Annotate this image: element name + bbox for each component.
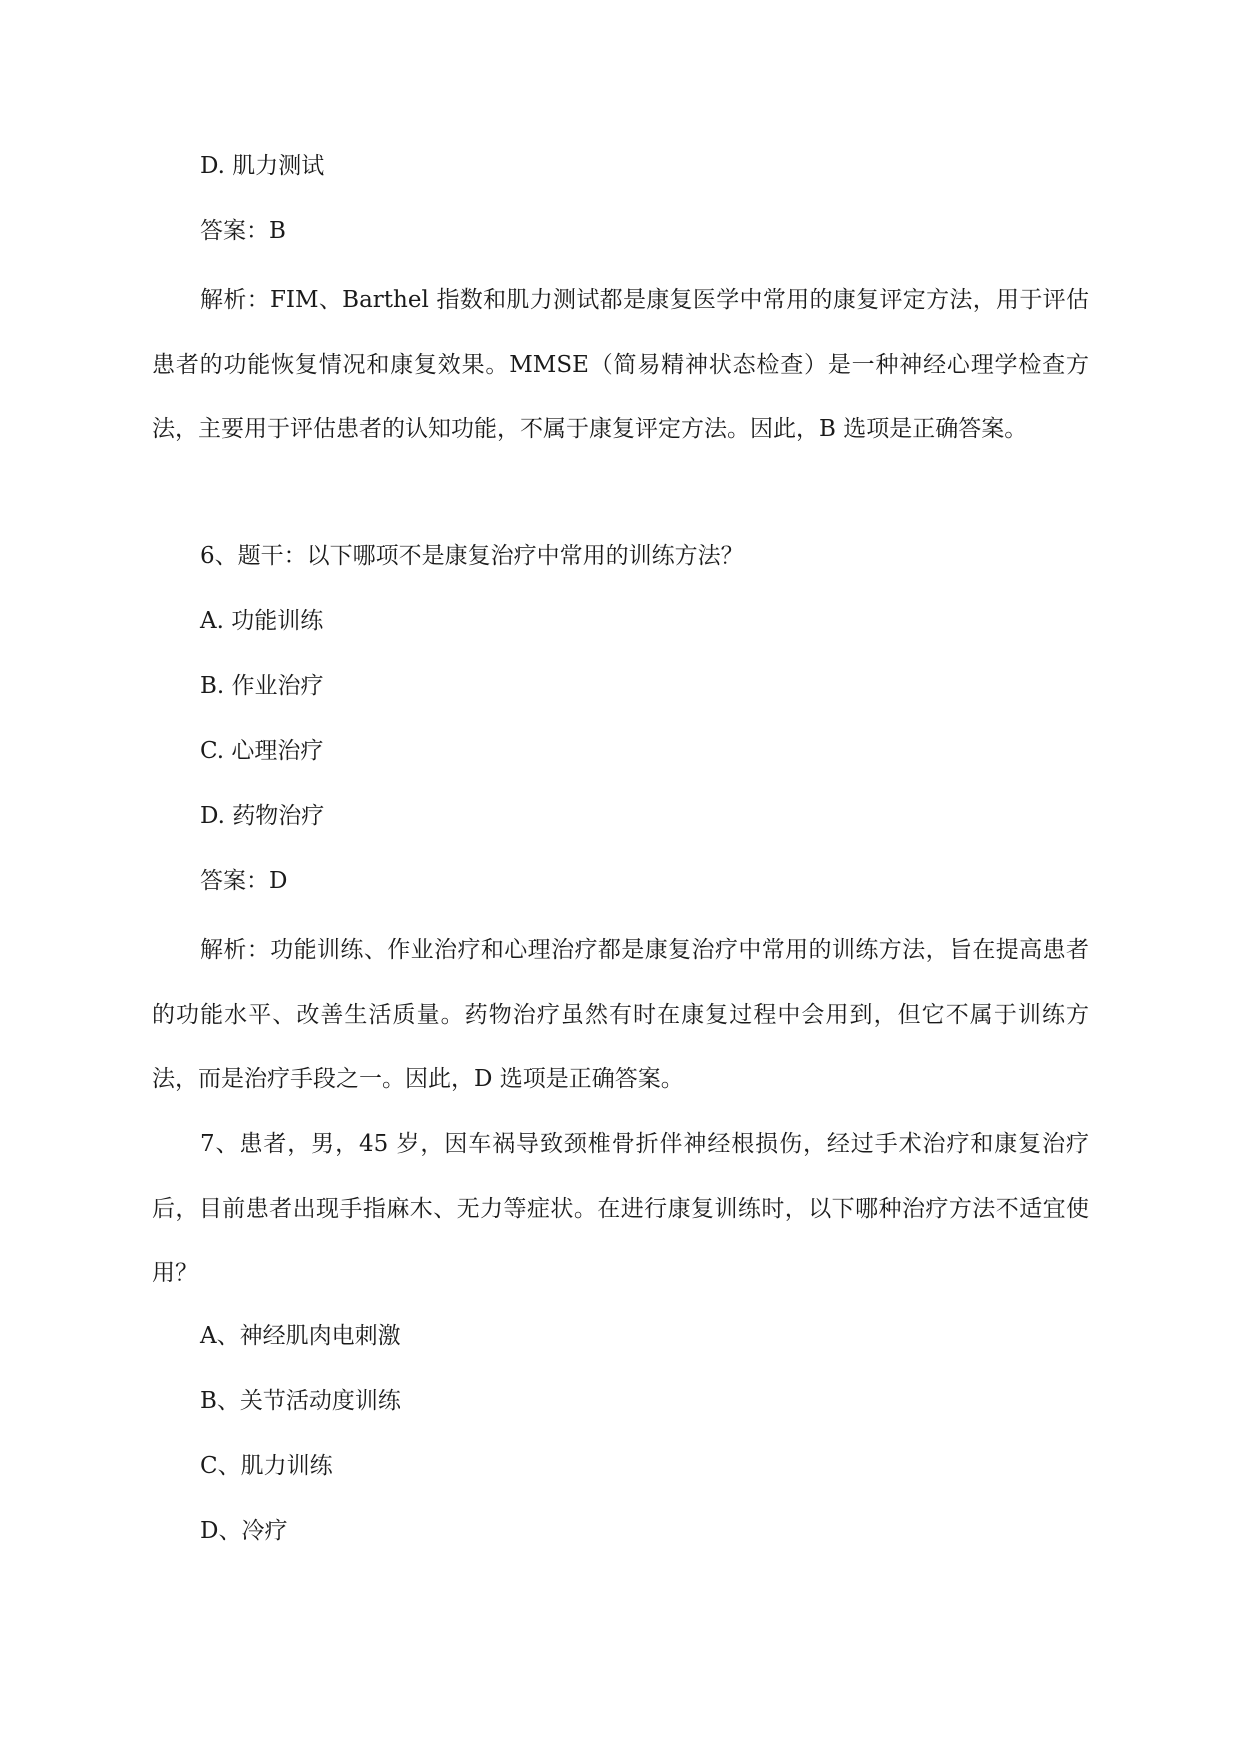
q5-answer: 答案：B: [200, 218, 286, 244]
q6-option-d: D. 药物治疗: [200, 803, 325, 829]
q6-option-a: A. 功能训练: [200, 608, 324, 634]
q5-option-d: D. 肌力测试: [200, 153, 325, 179]
q6-option-c: C. 心理治疗: [200, 738, 324, 764]
q6-stem: 6、题干：以下哪项不是康复治疗中常用的训练方法？: [200, 543, 744, 569]
q7-option-d: D、冷疗: [200, 1518, 288, 1544]
q7-option-c: C、肌力训练: [200, 1453, 333, 1479]
q6-option-b: B. 作业治疗: [200, 673, 324, 699]
q7-stem: 7、患者，男，45 岁，因车祸导致颈椎骨折伴神经根损伤，经过手术治疗和康复治疗后，目前患者出现手指麻木、无力等症状。在进行康复训练时，以下哪种治疗方法不适宜使用？: [152, 1131, 1089, 1286]
q7-option-a: A、神经肌肉电刺激: [200, 1323, 401, 1349]
q6-analysis: 解析：功能训练、作业治疗和心理治疗都是康复治疗中常用的训练方法，旨在提高患者的功能水平、改善生活质量。药物治疗虽然有时在康复过程中会用到，但它不属于训练方法，而是治疗手段之一。因此，D 选项是正确答案。: [152, 937, 1089, 1092]
q5-analysis: 解析：FIM、Barthel 指数和肌力测试都是康复医学中常用的康复评定方法，用于评估患者的功能恢复情况和康复效果。MMSE（简易精神状态检查）是一种神经心理学检查方法，主要用于评估患者的认知功能，不属于康复评定方法。因此，B 选项是正确答案。: [152, 287, 1089, 442]
q7-option-b: B、关节活动度训练: [200, 1388, 401, 1414]
q6-answer: 答案：D: [200, 868, 288, 894]
